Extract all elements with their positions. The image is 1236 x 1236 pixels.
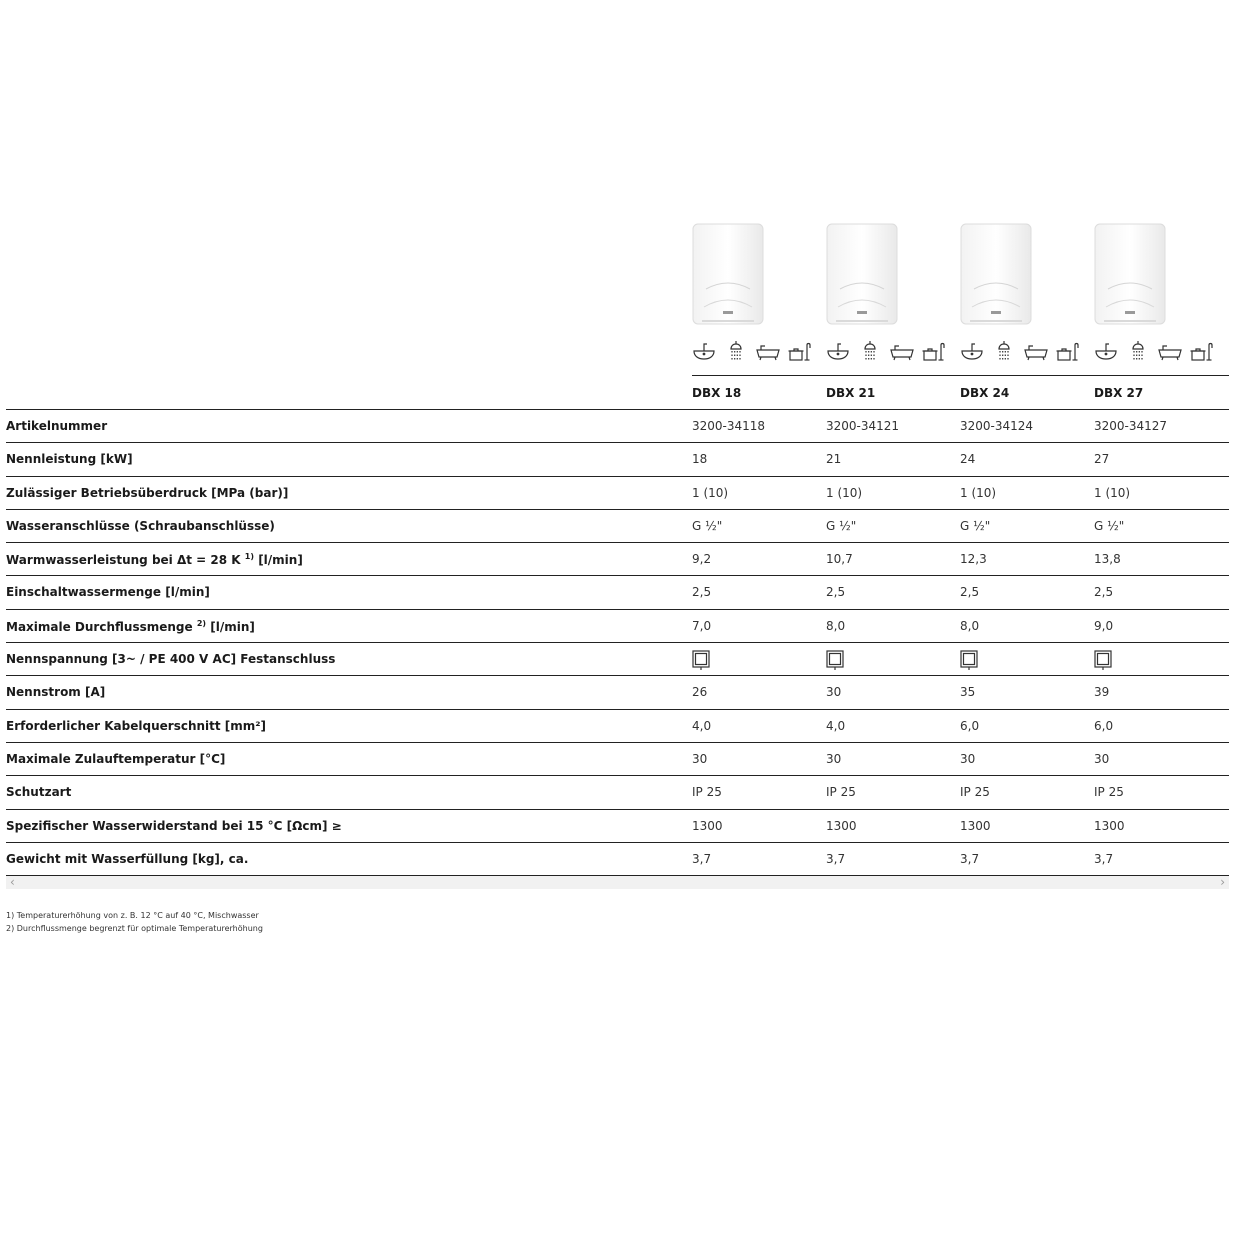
table-cell: G ½" <box>1094 518 1125 533</box>
bathtub-icon <box>1158 340 1182 366</box>
table-cell: 27 <box>1094 452 1110 467</box>
table-row <box>6 575 1229 608</box>
table-cell: 30 <box>692 751 708 766</box>
table-cell: 12,3 <box>960 552 987 567</box>
table-row <box>6 476 1229 509</box>
row-label: Nennstrom [A] <box>6 685 106 700</box>
row-label: Einschaltwassermenge [l/min] <box>6 585 210 600</box>
kitchen-pot-icon <box>1056 340 1080 366</box>
table-cell: IP 25 <box>960 785 990 800</box>
product-column <box>692 215 826 375</box>
table-row <box>6 842 1229 875</box>
shower-icon <box>724 340 748 366</box>
usage-icons <box>826 342 960 366</box>
table-cell: IP 25 <box>826 785 856 800</box>
table-cell: G ½" <box>960 518 991 533</box>
footnote-2: 2) Durchflussmenge begrenzt für optimale Temperaturerhöhung <box>6 924 263 933</box>
fixed-connection-icon <box>960 652 978 673</box>
row-label: Erforderlicher Kabelquerschnitt [mm²] <box>6 718 267 733</box>
bathtub-icon <box>756 340 780 366</box>
product-column <box>960 215 1094 375</box>
table-cell: 39 <box>1094 685 1110 700</box>
table-row <box>6 609 1229 642</box>
table-row <box>6 442 1229 475</box>
table-cell: 18 <box>692 452 708 467</box>
footnote-1: 1) Temperaturerhöhung von z. B. 12 °C auf 40 °C, Mischwasser <box>6 911 259 920</box>
table-cell: 1 (10) <box>826 485 863 500</box>
model-name: DBX 27 <box>1094 386 1144 400</box>
product-column <box>826 215 960 375</box>
shower-icon <box>992 340 1016 366</box>
water-heater-image <box>960 223 1032 325</box>
shower-icon <box>1126 340 1150 366</box>
table-cell: 3,7 <box>692 851 712 866</box>
table-row <box>6 709 1229 742</box>
table-cell: 9,2 <box>692 552 712 567</box>
table-cell: 1300 <box>826 818 857 833</box>
table-cell: 2,5 <box>692 585 712 600</box>
footnotes <box>6 909 263 935</box>
fixed-connection-icon <box>1094 652 1112 673</box>
table-row <box>6 775 1229 808</box>
spec-rows <box>6 409 1229 875</box>
table-cell: 2,5 <box>960 585 980 600</box>
table-cell: 8,0 <box>826 618 846 633</box>
table-cell: 1300 <box>1094 818 1125 833</box>
row-label: Warmwasserleistung bei Δt = 28 K $^{1)}$ [l/min] <box>6 552 303 568</box>
table-row <box>6 809 1229 842</box>
water-heater-image <box>692 223 764 325</box>
table-cell: G ½" <box>692 518 723 533</box>
horizontal-scrollbar[interactable] <box>6 875 1229 889</box>
table-cell: IP 25 <box>1094 785 1124 800</box>
usage-icons <box>1094 342 1228 366</box>
row-label: Zulässiger Betriebsüberdruck [MPa (bar)] <box>6 485 289 500</box>
table-row <box>6 509 1229 542</box>
table-cell: 21 <box>826 452 842 467</box>
table-cell: 30 <box>960 751 976 766</box>
bathtub-icon <box>1024 340 1048 366</box>
table-row <box>6 409 1229 442</box>
table-row <box>6 742 1229 775</box>
table-cell: 30 <box>1094 751 1110 766</box>
table-cell: 4,0 <box>692 718 712 733</box>
table-cell: 3,7 <box>826 851 846 866</box>
scroll-left-icon[interactable]: ‹ <box>10 875 15 890</box>
table-cell: 2,5 <box>826 585 846 600</box>
row-label: Schutzart <box>6 785 72 800</box>
table-cell: 3200-34121 <box>826 419 900 433</box>
water-heater-image <box>826 223 898 325</box>
table-cell: 6,0 <box>960 718 980 733</box>
table-cell: 8,0 <box>960 618 980 633</box>
table-cell: G ½" <box>826 518 857 533</box>
table-cell: 3200-34127 <box>1094 419 1168 433</box>
usage-icons <box>692 342 826 366</box>
row-label: Gewicht mit Wasserfüllung [kg], ca. <box>6 851 249 866</box>
row-label: Artikelnummer <box>6 419 108 433</box>
scroll-right-icon[interactable]: › <box>1220 875 1225 890</box>
row-label: Maximale Durchflussmenge $^{2)}$ [l/min] <box>6 618 255 634</box>
sink-icon <box>1094 340 1118 366</box>
kitchen-pot-icon <box>1190 340 1214 366</box>
table-row <box>6 675 1229 708</box>
table-cell: 4,0 <box>826 718 846 733</box>
table-cell: 26 <box>692 685 708 700</box>
table-cell: 30 <box>826 751 842 766</box>
table-cell: 1 (10) <box>960 485 997 500</box>
model-header-row <box>6 375 1229 409</box>
table-cell: 13,8 <box>1094 552 1121 567</box>
sink-icon <box>826 340 850 366</box>
model-name: DBX 24 <box>960 386 1010 400</box>
model-name: DBX 18 <box>692 386 742 400</box>
table-cell: 1300 <box>960 818 991 833</box>
table-cell: 3200-34118 <box>692 419 766 433</box>
product-column <box>1094 215 1228 375</box>
row-label: Wasseranschlüsse (Schraubanschlüsse) <box>6 518 275 533</box>
table-cell: 7,0 <box>692 618 712 633</box>
table-cell: 30 <box>826 685 842 700</box>
table-cell: 3,7 <box>1094 851 1114 866</box>
table-cell: 10,7 <box>826 552 853 567</box>
table-cell: 3,7 <box>960 851 980 866</box>
model-name: DBX 21 <box>826 386 876 400</box>
table-cell: 24 <box>960 452 976 467</box>
row-label: Maximale Zulauftemperatur [°C] <box>6 751 226 766</box>
row-label: Nennspannung [3~ / PE 400 V AC] Festanschluss <box>6 652 336 667</box>
table-cell: 3200-34124 <box>960 419 1034 433</box>
bathtub-icon <box>890 340 914 366</box>
table-cell: 6,0 <box>1094 718 1114 733</box>
table-row <box>6 542 1229 575</box>
water-heater-image <box>1094 223 1166 325</box>
table-cell: 1 (10) <box>692 485 729 500</box>
sink-icon <box>960 340 984 366</box>
table-cell: 1 (10) <box>1094 485 1131 500</box>
kitchen-pot-icon <box>922 340 946 366</box>
table-cell: 1300 <box>692 818 723 833</box>
table-row <box>6 642 1229 675</box>
shower-icon <box>858 340 882 366</box>
table-cell: IP 25 <box>692 785 722 800</box>
table-cell: 9,0 <box>1094 618 1114 633</box>
spec-table <box>6 215 1229 889</box>
kitchen-pot-icon <box>788 340 812 366</box>
fixed-connection-icon <box>692 652 710 673</box>
table-cell: 2,5 <box>1094 585 1114 600</box>
row-label: Nennleistung [kW] <box>6 452 133 467</box>
usage-icons <box>960 342 1094 366</box>
row-label: Spezifischer Wasserwiderstand bei 15 °C [Ωcm] ≥ <box>6 818 342 833</box>
fixed-connection-icon <box>826 652 844 673</box>
sink-icon <box>692 340 716 366</box>
product-images-row <box>6 215 1229 375</box>
table-cell: 35 <box>960 685 976 700</box>
